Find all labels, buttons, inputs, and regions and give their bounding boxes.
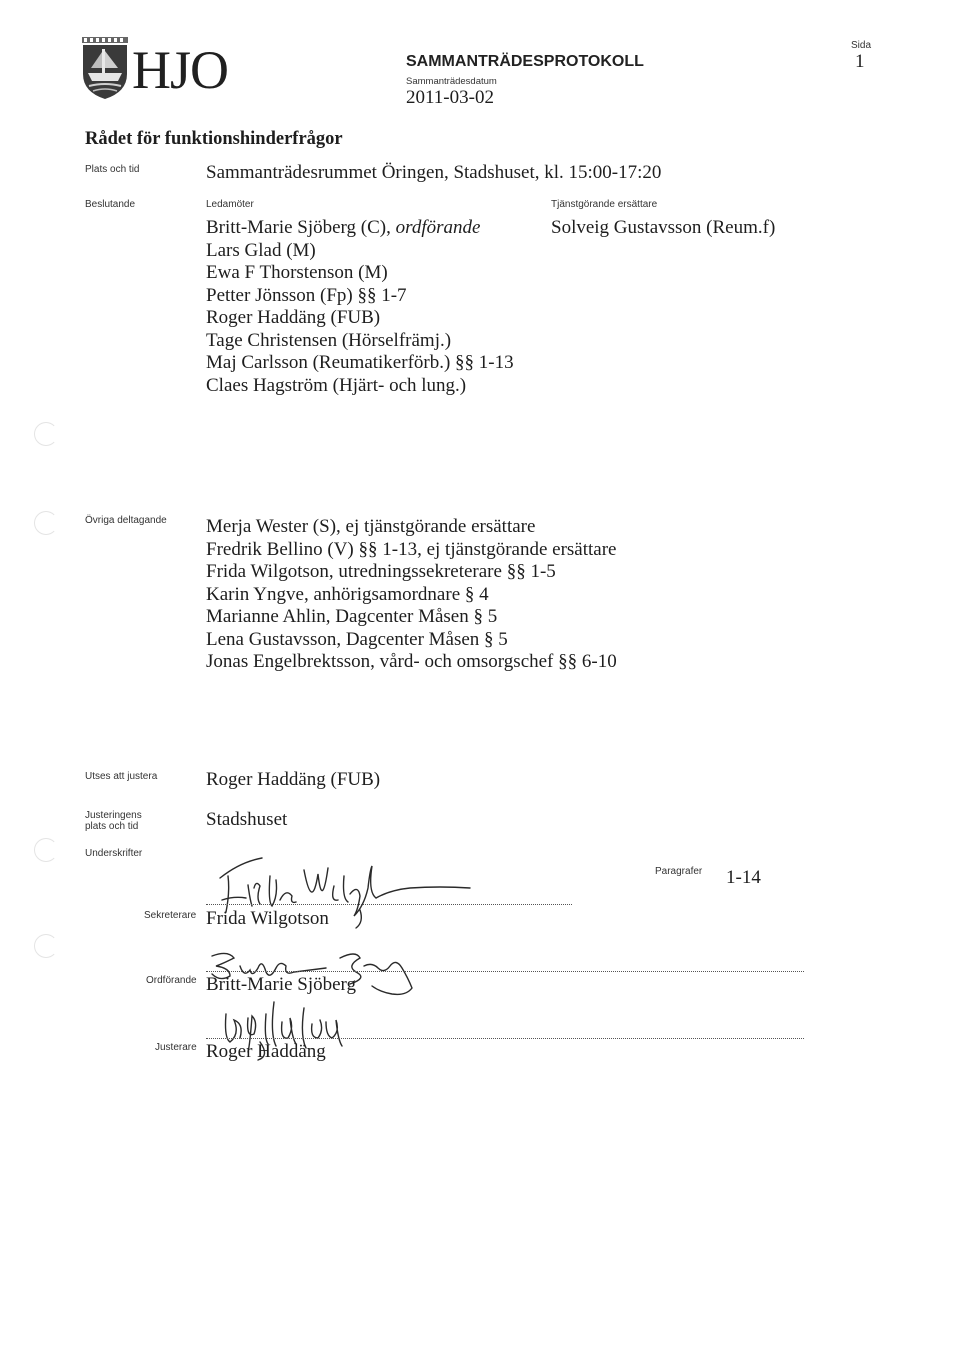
participant: Merja Wester (S), ej tjänstgörande ersättare xyxy=(206,516,536,537)
paragraphs-value: 1-14 xyxy=(726,867,761,888)
chair-signature-line xyxy=(206,971,804,972)
participant: Marianne Ahlin, Dagcenter Måsen § 5 xyxy=(206,606,498,627)
punch-hole-mark xyxy=(34,838,58,862)
member: Claes Hagström (Hjärt- och lung.) xyxy=(206,374,467,396)
secretary-signature-line xyxy=(206,904,572,905)
substitute-name: Solveig Gustavsson (Reum.f) xyxy=(551,217,776,238)
members-list xyxy=(206,217,514,397)
meeting-date: 2011-03-02 xyxy=(406,87,494,108)
signatures-label: Underskrifter xyxy=(85,848,143,859)
adjuster-label: Utses att justera xyxy=(85,771,158,782)
participant: Karin Yngve, anhörigsamordnare § 4 xyxy=(206,583,489,605)
participant: Frida Wilgotson, utredningssekreterare §§ 1-5 xyxy=(206,561,556,582)
chair-signature-name: Britt-Marie Sjöberg xyxy=(206,974,357,995)
secretary-label: Sekreterare xyxy=(144,910,197,921)
adjuster-signature-line xyxy=(206,1038,804,1039)
others-list xyxy=(206,516,617,674)
member: Roger Haddäng (FUB) xyxy=(206,307,381,328)
participant: Jonas Engelbrektsson, vård- och omsorgschef §§ 6-10 xyxy=(206,651,617,672)
member: Petter Jönsson (Fp) §§ 1-7 xyxy=(206,284,407,306)
member-chair xyxy=(206,217,514,240)
member: Tage Christensen (Hörselfrämj.) xyxy=(206,329,452,351)
place-time-value: Sammanträdesrummet Öringen, Stadshuset, kl. 15:00-17:20 xyxy=(206,162,662,183)
adjust-place-value: Stadshuset xyxy=(206,809,288,830)
adjuster-sign-label: Justerare xyxy=(155,1042,197,1053)
chair-name: Britt-Marie Sjöberg (C), xyxy=(206,217,396,238)
council-title: Rådet för funktionshinderfrågor xyxy=(85,129,343,149)
paragraphs-label: Paragrafer xyxy=(655,866,703,877)
participant: Lena Gustavsson, Dagcenter Måsen § 5 xyxy=(206,628,508,650)
chair-role: ordförande xyxy=(395,217,481,238)
punch-hole-mark xyxy=(34,422,58,446)
adjuster-value: Roger Haddäng (FUB) xyxy=(206,769,381,790)
member: Lars Glad (M) xyxy=(206,239,316,261)
logo-wordmark: HJO xyxy=(132,40,229,100)
adjust-place-label-line1: Justeringens xyxy=(85,810,142,821)
chair-label: Ordförande xyxy=(146,975,197,986)
page-label: Sida xyxy=(851,40,872,51)
adjust-place-label xyxy=(85,810,142,832)
member: Maj Carlsson (Reumatikerförb.) §§ 1-13 xyxy=(206,352,514,373)
meeting-date-label: Sammanträdesdatum xyxy=(406,76,497,87)
place-time-label: Plats och tid xyxy=(85,164,140,175)
deciding-label: Beslutande xyxy=(85,199,136,210)
punch-hole-mark xyxy=(34,934,58,958)
document-type-title: SAMMANTRÄDESPROTOKOLL xyxy=(406,53,644,70)
secretary-name: Frida Wilgotson xyxy=(206,908,329,929)
hjo-coat-of-arms-icon xyxy=(80,36,130,100)
substitutes-label: Tjänstgörande ersättare xyxy=(551,199,658,210)
adjust-place-label-line2: plats och tid xyxy=(85,821,139,832)
participant: Fredrik Bellino (V) §§ 1-13, ej tjänstgörande ersättare xyxy=(206,538,617,560)
member: Ewa F Thorstenson (M) xyxy=(206,262,388,283)
punch-hole-mark xyxy=(34,511,58,535)
page-number: 1 xyxy=(855,51,865,72)
adjuster-signature-name: Roger Haddäng xyxy=(206,1041,326,1062)
others-label: Övriga deltagande xyxy=(85,515,167,526)
members-label: Ledamöter xyxy=(206,199,254,210)
